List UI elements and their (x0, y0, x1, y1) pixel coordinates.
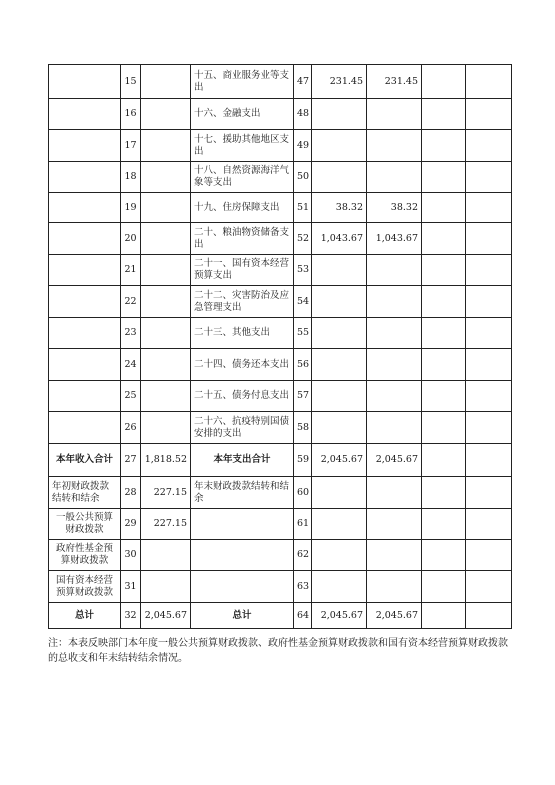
line-number: 29 (121, 509, 141, 540)
line-number: 26 (121, 412, 141, 444)
carryover-sub-row (49, 540, 512, 571)
line-number: 18 (121, 162, 141, 193)
empty-cell (466, 286, 512, 318)
line-number: 16 (121, 99, 141, 130)
line-number: 61 (294, 509, 312, 540)
line-number: 48 (294, 99, 312, 130)
empty-cell (466, 349, 512, 381)
grand-total-label: 总计 (49, 603, 121, 629)
empty-cell (141, 412, 191, 444)
empty-cell (466, 255, 512, 286)
empty-cell (422, 193, 466, 223)
line-number: 23 (121, 318, 141, 349)
table-row (49, 193, 512, 223)
empty-cell (49, 223, 121, 255)
empty-cell (466, 509, 512, 540)
empty-cell (312, 571, 367, 603)
line-number: 56 (294, 349, 312, 381)
empty-cell (466, 130, 512, 162)
expenditure-total-amount (312, 255, 367, 286)
empty-cell (466, 193, 512, 223)
empty-cell (49, 381, 121, 412)
general-budget-amount (367, 381, 422, 412)
grand-total-income: 2,045.67 (141, 603, 191, 629)
carryover-sub-label: 政府性基金预算财政拨款 (49, 540, 121, 571)
ending-carryover-label: 年末财政拨款结转和结余 (191, 477, 294, 509)
expenditure-total-amount (312, 412, 367, 444)
empty-cell (49, 162, 121, 193)
general-budget-amount (367, 286, 422, 318)
general-budget-amount: 2,045.67 (367, 444, 422, 477)
empty-cell (422, 286, 466, 318)
empty-cell (466, 318, 512, 349)
empty-cell (141, 65, 191, 99)
general-budget-amount (367, 349, 422, 381)
expenditure-total-label: 本年支出合计 (191, 444, 294, 477)
general-budget-amount (367, 130, 422, 162)
general-budget-amount: 38.32 (367, 193, 422, 223)
line-number: 17 (121, 130, 141, 162)
table-row (49, 318, 512, 349)
empty-cell (312, 477, 367, 509)
line-number: 47 (294, 65, 312, 99)
empty-cell (367, 540, 422, 571)
expenditure-total-amount (312, 162, 367, 193)
empty-cell (422, 603, 466, 629)
expenditure-item: 二十二、灾害防治及应急管理支出 (191, 286, 294, 318)
empty-cell (466, 444, 512, 477)
empty-cell (141, 162, 191, 193)
general-budget-amount (367, 412, 422, 444)
empty-cell (466, 412, 512, 444)
empty-cell (49, 255, 121, 286)
empty-cell (49, 349, 121, 381)
empty-cell (141, 286, 191, 318)
expenditure-total-amount: 231.45 (312, 65, 367, 99)
line-number: 55 (294, 318, 312, 349)
line-number: 19 (121, 193, 141, 223)
empty-cell (312, 509, 367, 540)
line-number: 31 (121, 571, 141, 603)
line-number: 52 (294, 223, 312, 255)
line-number: 30 (121, 540, 141, 571)
general-budget-amount (367, 318, 422, 349)
line-number: 49 (294, 130, 312, 162)
empty-cell (466, 381, 512, 412)
empty-cell (49, 193, 121, 223)
empty-cell (191, 509, 294, 540)
expenditure-total-amount (312, 286, 367, 318)
expenditure-total-amount (312, 99, 367, 130)
empty-cell (141, 223, 191, 255)
empty-cell (466, 603, 512, 629)
beginning-carryover-amount: 227.15 (141, 477, 191, 509)
empty-cell (141, 318, 191, 349)
empty-cell (422, 318, 466, 349)
empty-cell (49, 130, 121, 162)
grand-total-row (49, 603, 512, 629)
empty-cell (422, 99, 466, 130)
table-row (49, 412, 512, 444)
empty-cell (422, 412, 466, 444)
empty-cell (191, 571, 294, 603)
general-budget-amount (367, 99, 422, 130)
expenditure-total-amount (312, 349, 367, 381)
empty-cell (422, 571, 466, 603)
empty-cell (141, 193, 191, 223)
table-row (49, 286, 512, 318)
empty-cell (466, 162, 512, 193)
table-row (49, 65, 512, 99)
empty-cell (422, 540, 466, 571)
grand-total-exp-label: 总计 (191, 603, 294, 629)
empty-cell (367, 509, 422, 540)
empty-cell (466, 477, 512, 509)
empty-cell (422, 444, 466, 477)
general-budget-amount: 1,043.67 (367, 223, 422, 255)
expenditure-item: 二十四、债务还本支出 (191, 349, 294, 381)
carryover-sub-row (49, 509, 512, 540)
empty-cell (49, 412, 121, 444)
empty-cell (141, 130, 191, 162)
table-row (49, 162, 512, 193)
line-number: 63 (294, 571, 312, 603)
income-total-label: 本年收入合计 (49, 444, 121, 477)
empty-cell (422, 65, 466, 99)
empty-cell (191, 540, 294, 571)
table-row (49, 130, 512, 162)
grand-total-general: 2,045.67 (367, 603, 422, 629)
line-number: 64 (294, 603, 312, 629)
general-budget-amount (367, 255, 422, 286)
empty-cell (422, 349, 466, 381)
empty-cell (466, 223, 512, 255)
empty-cell (422, 223, 466, 255)
beginning-carryover-label: 年初财政拨款结转和结余 (49, 477, 121, 509)
empty-cell (312, 540, 367, 571)
empty-cell (422, 509, 466, 540)
line-number: 28 (121, 477, 141, 509)
expenditure-item: 二十三、其他支出 (191, 318, 294, 349)
empty-cell (49, 99, 121, 130)
line-number: 32 (121, 603, 141, 629)
line-number: 62 (294, 540, 312, 571)
line-number: 20 (121, 223, 141, 255)
line-number: 53 (294, 255, 312, 286)
empty-cell (466, 99, 512, 130)
general-budget-amount: 231.45 (367, 65, 422, 99)
table-row (49, 223, 512, 255)
expenditure-total-amount (312, 318, 367, 349)
empty-cell (141, 381, 191, 412)
empty-cell (49, 286, 121, 318)
line-number: 24 (121, 349, 141, 381)
empty-cell (141, 349, 191, 381)
empty-cell (422, 255, 466, 286)
empty-cell (141, 255, 191, 286)
expenditure-item: 十七、援助其他地区支出 (191, 130, 294, 162)
table-row (49, 349, 512, 381)
empty-cell (466, 540, 512, 571)
expenditure-total-amount: 1,043.67 (312, 223, 367, 255)
line-number: 27 (121, 444, 141, 477)
table-row (49, 381, 512, 412)
carryover-sub-amount (141, 571, 191, 603)
carryover-sub-amount: 227.15 (141, 509, 191, 540)
expenditure-item: 二十一、国有资本经营预算支出 (191, 255, 294, 286)
income-total-row (49, 444, 512, 477)
expenditure-item: 二十六、抗疫特别国债安排的支出 (191, 412, 294, 444)
expenditure-item: 十九、住房保障支出 (191, 193, 294, 223)
expenditure-item: 十八、自然资源海洋气象等支出 (191, 162, 294, 193)
line-number: 60 (294, 477, 312, 509)
empty-cell (367, 571, 422, 603)
line-number: 59 (294, 444, 312, 477)
expenditure-total-amount (312, 130, 367, 162)
empty-cell (422, 381, 466, 412)
line-number: 51 (294, 193, 312, 223)
line-number: 25 (121, 381, 141, 412)
line-number: 58 (294, 412, 312, 444)
line-number: 57 (294, 381, 312, 412)
fiscal-appropriation-table (48, 64, 512, 629)
expenditure-item: 二十、粮油物资储备支出 (191, 223, 294, 255)
table-footnote: 注：本表反映部门本年度一般公共预算财政拨款、政府性基金预算财政拨款和国有资本经营预算财政拨款的总收支和年末结转结余情况。 (48, 638, 508, 664)
empty-cell (422, 130, 466, 162)
grand-total-expenditure: 2,045.67 (312, 603, 367, 629)
carryover-sub-label: 国有资本经营预算财政拨款 (49, 571, 121, 603)
carryover-sub-amount (141, 540, 191, 571)
empty-cell (49, 65, 121, 99)
table-row (49, 255, 512, 286)
line-number: 21 (121, 255, 141, 286)
line-number: 22 (121, 286, 141, 318)
expenditure-total-amount (312, 381, 367, 412)
expenditure-total-amount: 38.32 (312, 193, 367, 223)
expenditure-item: 十六、金融支出 (191, 99, 294, 130)
empty-cell (422, 162, 466, 193)
empty-cell (141, 99, 191, 130)
line-number: 50 (294, 162, 312, 193)
empty-cell (466, 65, 512, 99)
empty-cell (367, 477, 422, 509)
line-number: 54 (294, 286, 312, 318)
expenditure-item: 十五、商业服务业等支出 (191, 65, 294, 99)
empty-cell (422, 477, 466, 509)
empty-cell (49, 318, 121, 349)
carry-over-row (49, 477, 512, 509)
general-budget-amount (367, 162, 422, 193)
expenditure-item: 二十五、债务付息支出 (191, 381, 294, 412)
carryover-sub-row (49, 571, 512, 603)
line-number: 15 (121, 65, 141, 99)
empty-cell (466, 571, 512, 603)
expenditure-total-amount: 2,045.67 (312, 444, 367, 477)
carryover-sub-label: 一般公共预算财政拨款 (49, 509, 121, 540)
income-total-amount: 1,818.52 (141, 444, 191, 477)
table-row (49, 99, 512, 130)
